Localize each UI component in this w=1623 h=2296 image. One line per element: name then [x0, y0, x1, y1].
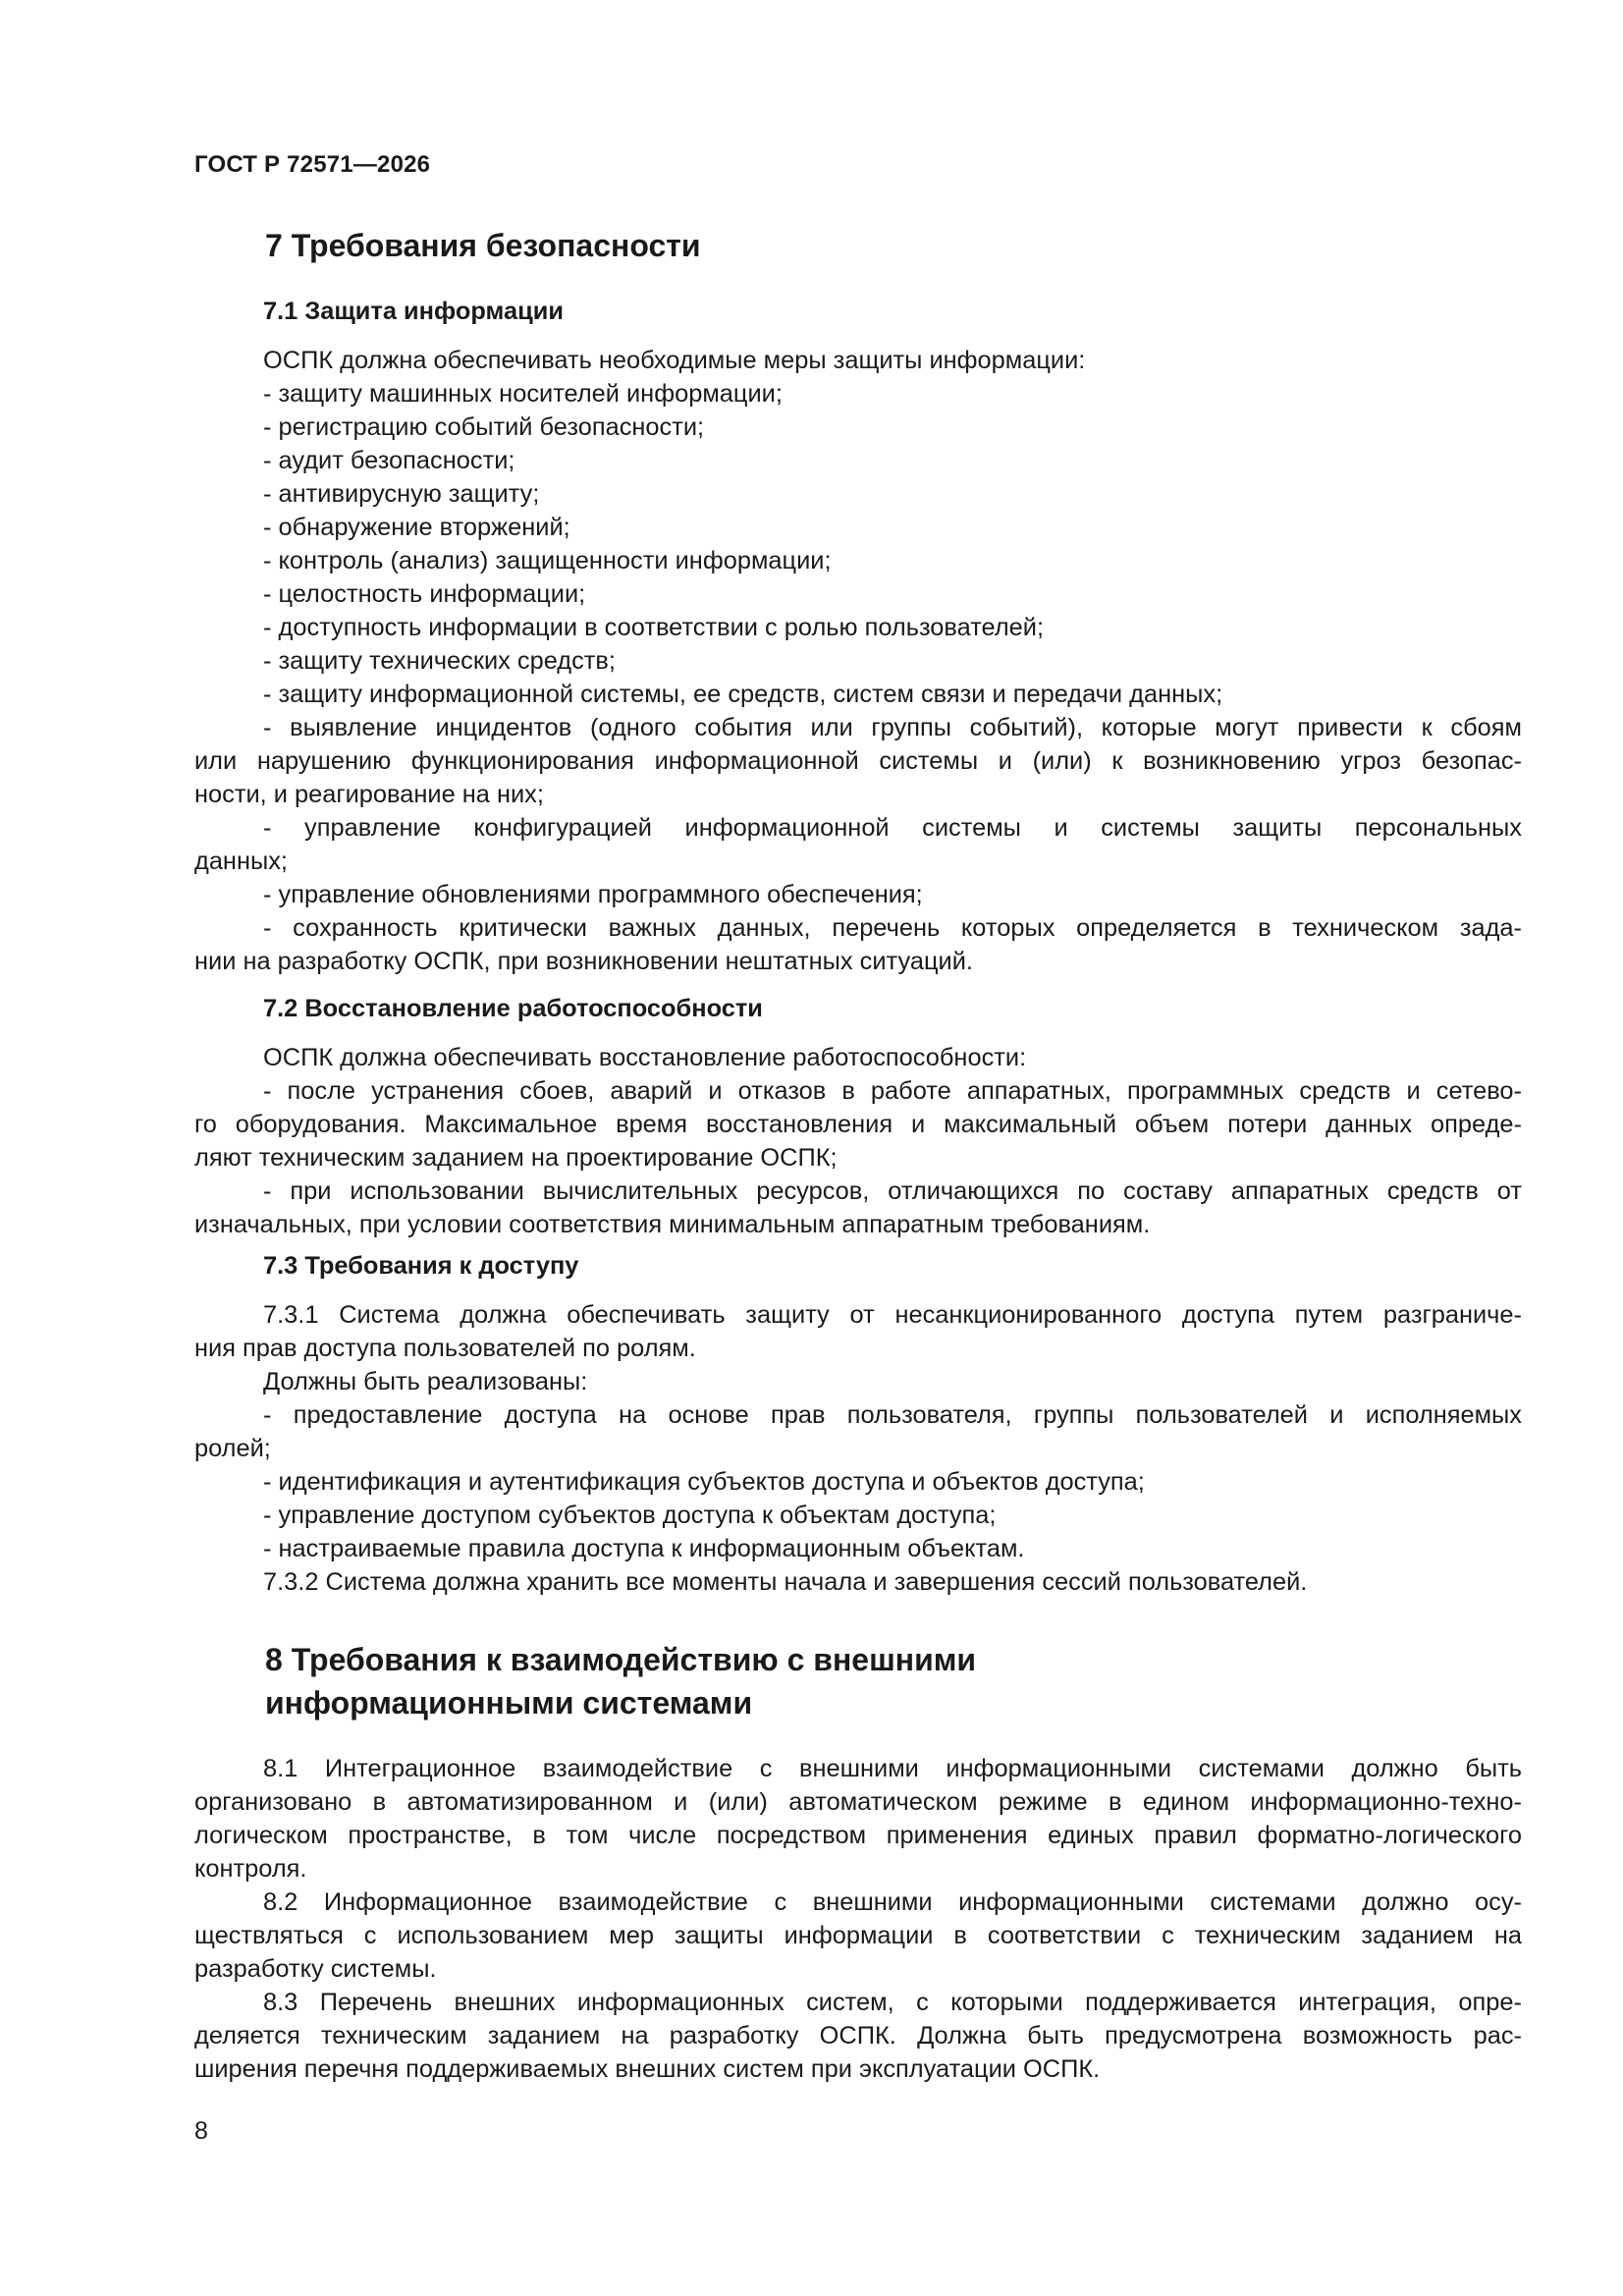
list-item-line: - предоставление доступа на основе прав пользователя, группы пользователей и исполняемых [263, 1401, 1522, 1429]
paragraph-line: 8.2 Информационное взаимодействие с внешними информационными системами должно осу- [263, 1888, 1522, 1916]
list-item: - регистрацию событий безопасности; [263, 413, 705, 441]
list-item: - управление доступом субъектов доступа к объектам доступа; [263, 1502, 997, 1529]
subsection-7-1-title: 7.1 Защита информации [263, 298, 564, 325]
list-item: - управление обновлениями программного обеспечения; [263, 881, 923, 908]
list-item: - контроль (анализ) защищенности информации; [263, 547, 832, 574]
list-item: - защиту информационной системы, ее средств, систем связи и передачи данных; [263, 681, 1223, 708]
list-item: - доступность информации в соответствии с ролью пользователей; [263, 614, 1044, 641]
list-item-line: ролей; [194, 1435, 271, 1462]
list-item: - идентификация и аутентификация субъектов доступа и объектов доступа; [263, 1468, 1145, 1496]
paragraph-line: контроля. [194, 1855, 307, 1883]
paragraph-line: ширения перечня поддерживаемых внешних систем при эксплуатации ОСПК. [194, 2055, 1101, 2083]
list-item-line: - выявление инцидентов (одного события или группы событий), которые могут привести к сбоям [263, 714, 1522, 741]
list-item-line: данных; [194, 847, 288, 875]
list-item: - обнаружение вторжений; [263, 514, 570, 541]
list-item-line: или нарушению функционирования информационной системы и (или) к возникновению угроз безопас- [194, 747, 1522, 775]
paragraph-line: организовано в автоматизированном и (или) автоматическом режиме в едином информационно-техно- [194, 1788, 1522, 1816]
paragraph-line: разработку системы. [194, 1955, 437, 1983]
paragraph: Должны быть реализованы: [263, 1368, 588, 1395]
paragraph-intro: ОСПК должна обеспечивать восстановление работоспособности: [263, 1044, 1027, 1071]
list-item-line: - после устранения сбоев, аварий и отказов в работе аппаратных, программных средств и сетево- [263, 1077, 1522, 1105]
section-8-title [194, 1638, 1522, 1724]
list-item-line: го оборудования. Максимальное время восстановления и максимальный объем потери данных опреде- [194, 1111, 1522, 1138]
paragraph: 7.3.2 Система должна хранить все моменты начала и завершения сессий пользователей. [263, 1568, 1308, 1596]
page-number: 8 [194, 2117, 208, 2145]
list-item: - антивирусную защиту; [263, 480, 540, 508]
document-header: ГОСТ Р 72571—2026 [194, 151, 431, 178]
paragraph-line: ния прав доступа пользователей по ролям. [194, 1335, 696, 1362]
paragraph-line: деляется техническим заданием на разработку ОСПК. Должна быть предусмотрена возможность рас- [194, 2022, 1522, 2050]
list-item-line: ляют техническим заданием на проектирование ОСПК; [194, 1144, 838, 1172]
section-7-title: 7 Требования безопасности [265, 228, 701, 263]
page-content [194, 224, 1522, 2086]
list-item-line: изначальных, при условии соответствия минимальным аппаратным требованиям. [194, 1211, 1151, 1238]
list-item-line: ности, и реагирование на них; [194, 781, 544, 808]
paragraph-line: логическом пространстве, в том числе посредством применения единых правил форматно-логического [194, 1822, 1522, 1849]
section-8-title-line: информационными системами [265, 1685, 753, 1721]
section-8-title-line: 8 Требования к взаимодействию с внешними [265, 1642, 977, 1677]
paragraph-intro: ОСПК должна обеспечивать необходимые меры защиты информации: [263, 347, 1086, 374]
list-item-line: нии на разработку ОСПК, при возникновении нештатных ситуаций. [194, 948, 973, 975]
list-item: - настраиваемые правила доступа к информационным объектам. [263, 1535, 1025, 1562]
paragraph-line: 7.3.1 Система должна обеспечивать защиту от несанкционированного доступа путем разграниче- [263, 1301, 1522, 1329]
list-item: - защиту машинных носителей информации; [263, 380, 783, 408]
list-item-line: - при использовании вычислительных ресурсов, отличающихся по составу аппаратных средств от [263, 1177, 1522, 1205]
list-item-line: - управление конфигурацией информационной системы и системы защиты персональных [263, 814, 1522, 842]
list-item: - целостность информации; [263, 580, 586, 608]
list-item: - защиту технических средств; [263, 647, 616, 675]
list-item: - аудит безопасности; [263, 447, 515, 474]
list-item-line: - сохранность критически важных данных, перечень которых определяется в техническом зада- [263, 914, 1522, 942]
paragraph-line: 8.1 Интеграционное взаимодействие с внешними информационными системами должно быть [263, 1755, 1522, 1782]
subsection-7-3-title: 7.3 Требования к доступу [263, 1252, 579, 1280]
paragraph-line: ществляться с использованием мер защиты информации в соответствии с техническим заданием на [194, 1922, 1522, 1949]
paragraph-line: 8.3 Перечень внешних информационных систем, с которыми поддерживается интеграция, опре- [263, 1989, 1522, 2016]
subsection-7-2-title: 7.2 Восстановление работоспособности [263, 995, 763, 1022]
